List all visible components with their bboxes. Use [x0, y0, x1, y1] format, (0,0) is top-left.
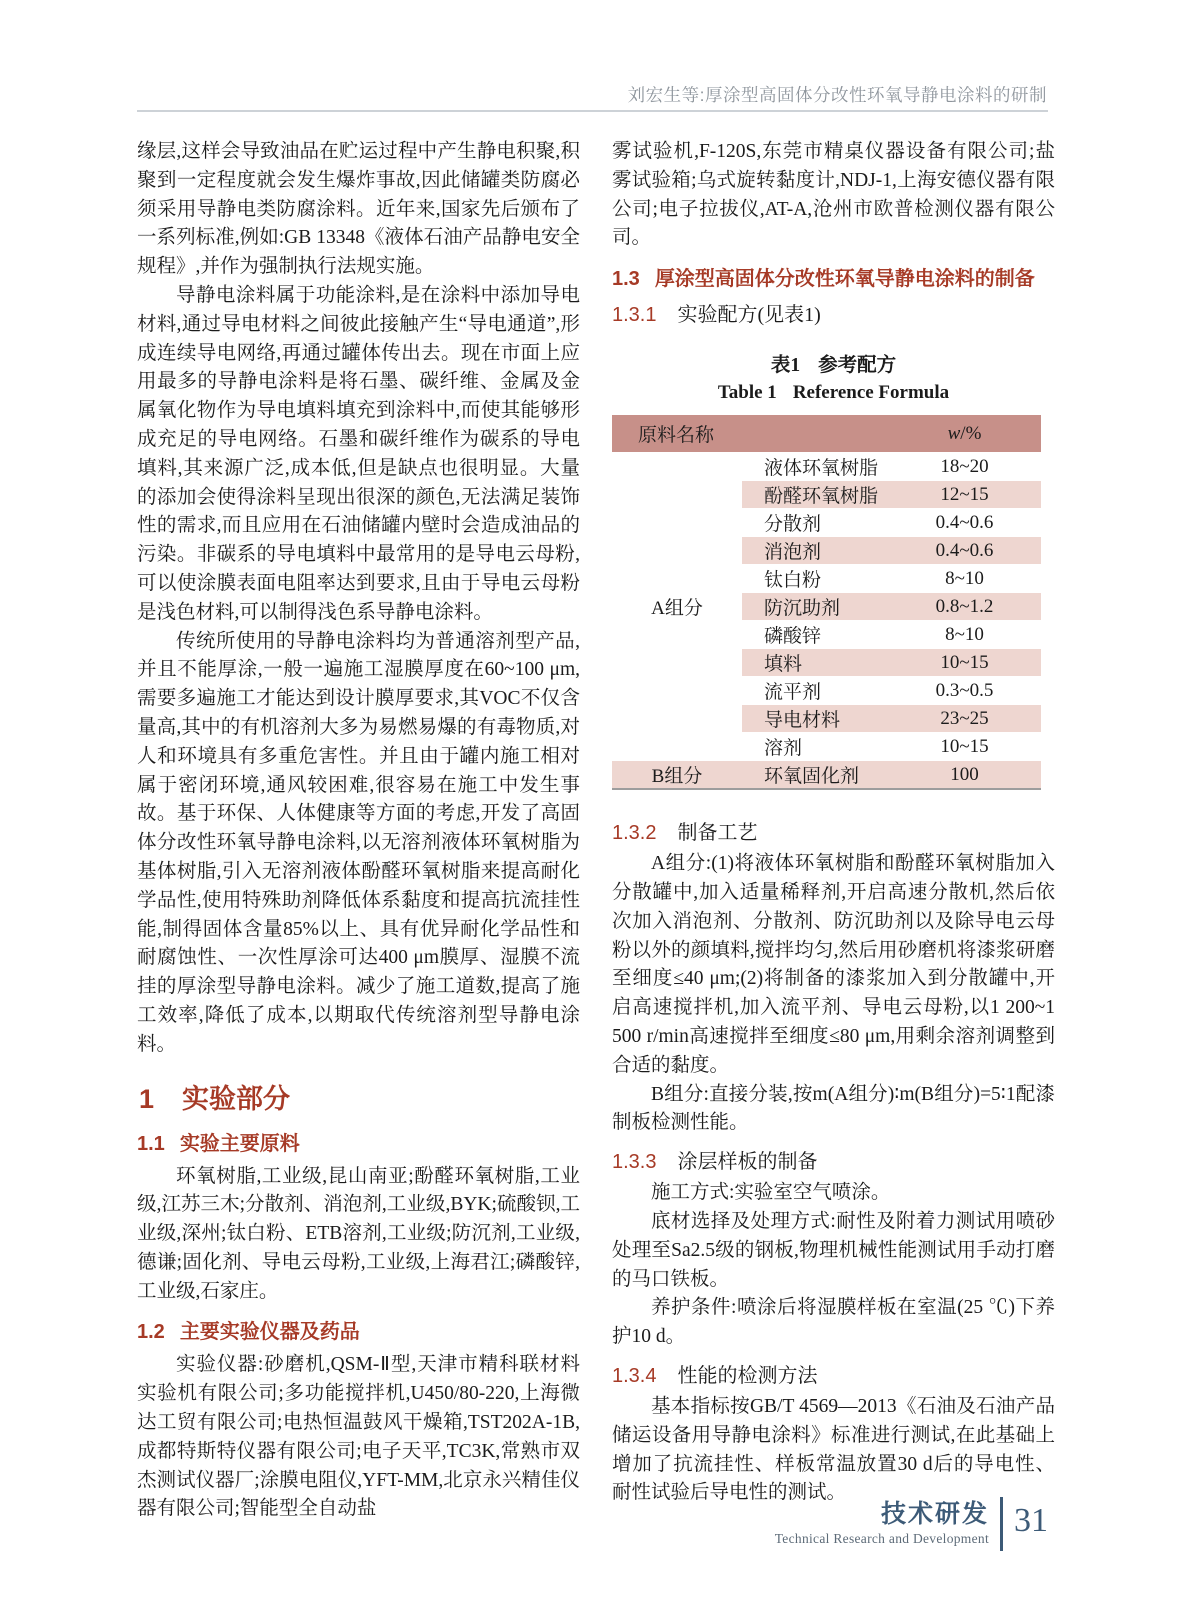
table-header-material: 原料名称	[612, 415, 888, 453]
section-heading-1-3-3	[612, 1145, 1055, 1174]
material-cell: 分散剂	[742, 509, 888, 537]
paragraph: 环氧树脂,工业级,昆山南亚;酚醛环氧树脂,工业级,江苏三木;分散剂、消泡剂,工业级,BYK;硫酸钡,工业级,深州;钛白粉、ETB溶剂,工业级;防沉剂,工业级,德谦;固化剂、导电云母粉,工业级,上海君江;磷酸锌,工业级,石家庄。	[137, 1165, 580, 1302]
w-unit: /%	[960, 422, 982, 444]
paragraph: 底材选择及处理方式:耐性及附着力测试用喷砂处理至Sa2.5级的钢板,物理机械性能测试用手动打磨的马口铁板。	[612, 1210, 1055, 1290]
section-number: 1.3.2	[612, 822, 657, 845]
table-title-en: Reference Formula	[792, 382, 950, 404]
group-b-label: B组分	[612, 761, 742, 790]
table-number-en: Table 1	[717, 382, 777, 404]
table-captions	[612, 349, 1055, 404]
section-title: 实验主要原料	[179, 1132, 300, 1155]
material-cell: 导电材料	[742, 705, 888, 733]
section-heading-1-3	[612, 262, 1055, 291]
footer-section	[775, 1501, 989, 1548]
material-cell: 填料	[742, 649, 888, 677]
value-cell: 18~20	[888, 453, 1041, 481]
footer-divider	[1000, 1497, 1003, 1551]
material-cell: 磷酸锌	[742, 621, 888, 649]
w-symbol: w	[947, 422, 961, 444]
paragraph: 基本指标按GB/T 4569—2013《石油及石油产品储运设备用导静电涂料》标准进行测试,在此基础上增加了抗流挂性、样板常温放置30 d后的导电性、耐性试验后导电性的测试。	[612, 1395, 1055, 1504]
value-cell: 8~10	[888, 621, 1041, 649]
paragraph: 传统所使用的导静电涂料均为普通溶剂型产品,并且不能厚涂,一般一遍施工湿膜厚度在60~100 μm,需要多遍施工才能达到设计膜厚要求,其VOC不仅含量高,其中的有机溶剂大多为易燃易爆的有毒物质,对人和环境具有多重危害性。并且由于罐内施工相对属于密闭环境,通风较困难,很容易在施工中发生事故。基于环保、人体健康等方面的考虑,开发了高固体分改性环氧导静电涂料,以无溶剂液体环氧树脂为基体树脂,引入无溶剂液体酚醛环氧树脂来提高耐化学品性,使用特殊助剂降低体系黏度和提高抗流挂性能,制得固体含量85%以上、具有优异耐化学品性和耐腐蚀性、一次性厚涂可达400 μm膜厚、湿膜不流挂的厚涂型导静电涂料。减少了施工道数,提高了施工效率,降低了成本,以期取代传统溶剂型导静电涂料。	[137, 630, 580, 1055]
table-number-cn: 表1	[770, 355, 801, 377]
section-title: 性能的检测方法	[677, 1364, 818, 1387]
footer-section-cn: 技术研发	[880, 1499, 989, 1528]
section-number: 1	[139, 1083, 155, 1114]
value-cell: 100	[888, 761, 1041, 790]
section-heading-1	[139, 1077, 580, 1116]
material-cell: 消泡剂	[742, 537, 888, 565]
section-heading-1-3-1	[612, 298, 1055, 327]
section-number: 1.3.3	[612, 1151, 657, 1174]
section-title: 涂层样板的制备	[677, 1151, 818, 1174]
paragraph: 实验仪器:砂磨机,QSM-Ⅱ型,天津市精科联材料实验机有限公司;多功能搅拌机,U450/80-220,上海微达工贸有限公司;电热恒温鼓风干燥箱,TST202A-1B,成都特斯特仪器有限公司;电子天平,TC3K,常熟市双杰测试仪器厂;涂膜电阻仪,YFT-MM,北京永兴精佳仪器有限公司;智能型全自动盐	[137, 1354, 580, 1520]
paragraph: 施工方式:实验室空气喷涂。	[651, 1182, 891, 1204]
right-column	[612, 138, 1055, 1524]
table-caption-en	[612, 382, 1055, 404]
paragraph: 缘层,这样会导致油品在贮运过程中产生静电积聚,积聚到一定程度就会发生爆炸事故,因此储罐类防腐必须采用导静电类防腐涂料。近年来,国家先后颁布了一系列标准,例如:GB 13348《液体石油产品静电安全规程》,并作为强制执行法规实施。	[137, 141, 580, 278]
material-cell: 酚醛环氧树脂	[742, 481, 888, 509]
page-content	[137, 138, 1055, 1524]
paragraph: A组分:(1)将液体环氧树脂和酚醛环氧树脂加入分散罐中,加入适量稀释剂,开启高速分散机,然后依次加入消泡剂、分散剂、防沉助剂以及除导电云母粉以外的颜填料,搅拌均匀,然后用砂磨机将漆浆研磨至细度≤40 μm;(2)将制备的漆浆加入到分散罐中,开启高速搅拌机,加入流平剂、导电云母粉,以1 200~1 500 r/min高速搅拌至细度≤80 μm,用剩余溶剂调整到合适的黏度。	[612, 853, 1055, 1076]
value-cell: 23~25	[888, 705, 1041, 733]
value-cell: 0.4~0.6	[888, 537, 1041, 565]
value-cell: 0.3~0.5	[888, 677, 1041, 705]
material-cell: 钛白粉	[742, 565, 888, 593]
table-caption-cn	[612, 349, 1055, 377]
value-cell: 8~10	[888, 565, 1041, 593]
value-cell: 12~15	[888, 481, 1041, 509]
section-title: 制备工艺	[677, 822, 758, 845]
paragraph: 导静电涂料属于功能涂料,是在涂料中添加导电材料,通过导电材料之间彼此接触产生“导电通道”,形成连续导电网络,再通过罐体传出去。现在市面上应用最多的导静电涂料是将石墨、碳纤维、金属及金属氧化物作为导电填料填充到涂料中,而使其能够形成充足的导电网络。石墨和碳纤维作为碳系的导电填料,其来源广泛,成本低,但是缺点也很明显。大量的添加会使得涂料呈现出很深的颜色,无法满足装饰性的需求,而且应用在石油储罐内壁时会造成油品的污染。非碳系的导电填料中最常用的是导电云母粉,可以使涂膜表面电阻率达到要求,且由于导电云母粉是浅色材料,可以制得浅色系导静电涂料。	[137, 284, 580, 623]
table-title-cn: 参考配方	[818, 355, 897, 377]
section-number: 1.3.1	[612, 304, 657, 327]
material-cell: 溶剂	[742, 733, 888, 761]
value-cell: 0.8~1.2	[888, 593, 1041, 621]
left-column	[137, 138, 580, 1524]
header-rule	[137, 110, 1048, 112]
table-row	[612, 453, 1041, 481]
material-cell: 流平剂	[742, 677, 888, 705]
table-header-row	[612, 415, 1041, 453]
section-number: 1.3.4	[612, 1364, 657, 1387]
reference-formula-table	[612, 415, 1041, 790]
section-title: 实验部分	[182, 1083, 291, 1114]
value-cell: 10~15	[888, 649, 1041, 677]
paragraph: B组分:直接分装,按m(A组分)∶m(B组分)=5∶1配漆制板检测性能。	[612, 1083, 1055, 1134]
page-footer	[775, 1497, 1048, 1551]
page-number: 31	[1014, 1502, 1048, 1539]
group-a-label: A组分	[612, 453, 742, 761]
section-heading-1-3-4	[612, 1359, 1055, 1388]
footer-section-en: Technical Research and Development	[774, 1531, 989, 1547]
table-header-w	[888, 415, 1041, 453]
material-cell: 防沉助剂	[742, 593, 888, 621]
section-heading-1-3-2	[612, 816, 1055, 845]
value-cell: 0.4~0.6	[888, 509, 1041, 537]
running-head: 刘宏生等:厚涂型高固体分改性环氧导静电涂料的研制	[627, 85, 1047, 105]
section-title: 主要实验仪器及药品	[179, 1321, 360, 1344]
section-number: 1.3	[612, 268, 640, 291]
section-number: 1.2	[137, 1321, 165, 1344]
material-cell: 环氧固化剂	[742, 761, 888, 790]
table-row-b	[612, 761, 1041, 790]
section-heading-1-1	[137, 1127, 580, 1156]
section-title: 厚涂型高固体分改性环氧导静电涂料的制备	[654, 268, 1035, 291]
value-cell: 10~15	[888, 733, 1041, 761]
section-heading-1-2	[137, 1315, 580, 1344]
section-number: 1.1	[137, 1132, 165, 1155]
material-cell: 液体环氧树脂	[742, 453, 888, 481]
section-title: 实验配方(见表1)	[677, 304, 821, 327]
paragraph: 雾试验机,F-120S,东莞市精桌仪器设备有限公司;盐雾试验箱;乌式旋转黏度计,NDJ-1,上海安德仪器有限公司;电子拉拔仪,AT-A,沧州市欧普检测仪器有限公司。	[612, 141, 1055, 249]
paragraph: 养护条件:喷涂后将湿膜样板在室温(25 ℃)下养护10 d。	[612, 1297, 1055, 1348]
